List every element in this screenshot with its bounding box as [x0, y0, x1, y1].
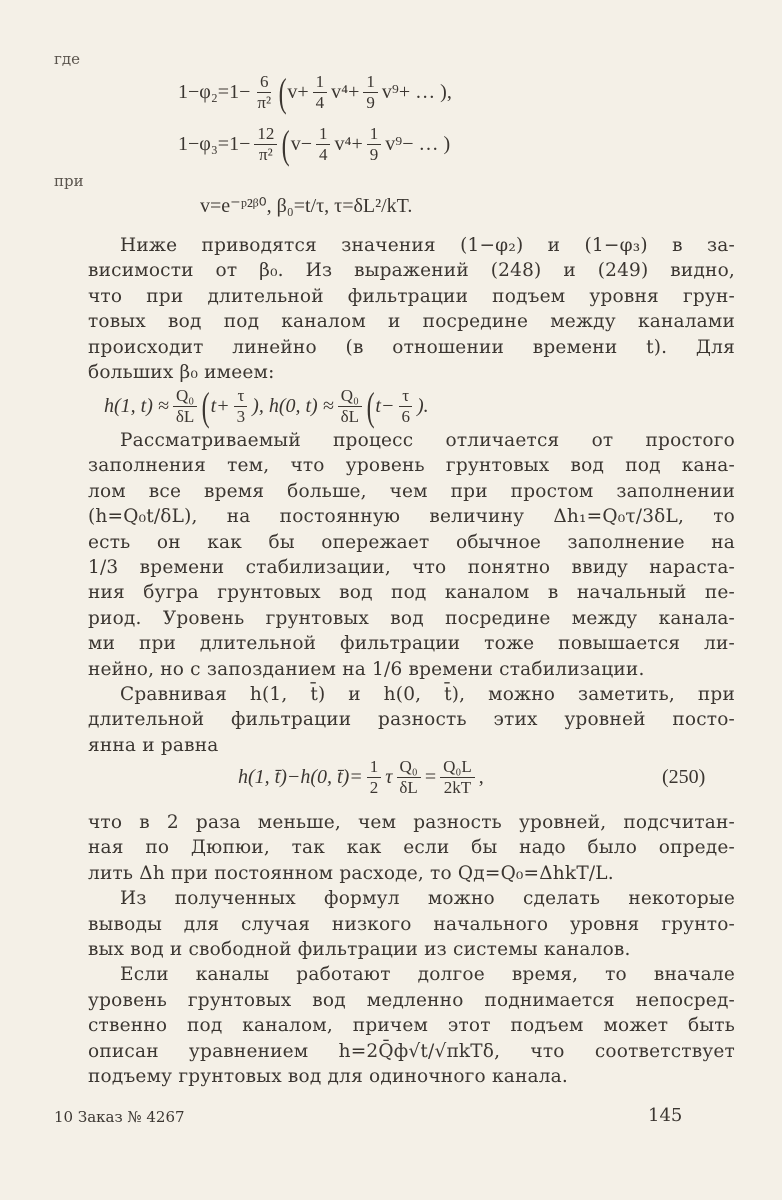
- fraction: [396, 757, 420, 798]
- text-line: лить Δh при постоянном расходе, то Qд=Q₀=ΔhkT/L.: [88, 862, 614, 884]
- text-line: есть он как бы опережает обычное заполнение на: [88, 531, 735, 553]
- text-line: больших β₀ имеем:: [88, 362, 275, 383]
- numerator: 1: [313, 72, 328, 93]
- denominator: 6: [401, 407, 410, 426]
- term: ), h(0, t) ≈: [252, 395, 334, 417]
- text-line: ми при длительной фильтрации тоже повышается ли-: [88, 633, 735, 655]
- formula-lhs: 1−φ₂=1−: [178, 81, 251, 103]
- denominator: 4: [315, 93, 325, 112]
- text-at: при: [54, 172, 84, 190]
- text-line: уровень грунтовых вод медленно поднимается непосред-: [88, 989, 735, 1011]
- text-line: описан уравнением h=2Q̄ф√t/√πkTδ, что соответствует: [88, 1040, 735, 1062]
- term: t−: [375, 395, 395, 417]
- term: =: [424, 766, 437, 788]
- term: h(1, t̄)−h(0, t̄)=: [238, 766, 363, 788]
- paren: (: [201, 383, 210, 429]
- term: v⁹− … ): [385, 133, 451, 155]
- text-line: ственно под каналом, причем этот подъем может быть: [88, 1015, 735, 1037]
- numerator: 12: [254, 124, 277, 145]
- numerator: Q₀: [173, 386, 197, 407]
- denominator: 9: [369, 145, 379, 164]
- numerator: 1: [367, 124, 382, 145]
- term: v−: [290, 133, 312, 155]
- term: h(1, t) ≈: [104, 395, 169, 417]
- text-line: нейно, но с запозданием на 1/6 времени стабилизации.: [88, 658, 645, 680]
- text-line: длительной фильтрации разность этих уровней посто-: [88, 709, 735, 731]
- fraction: [363, 72, 378, 113]
- formula-phi3: [178, 121, 451, 167]
- denominator: 4: [318, 145, 328, 164]
- denominator: δL: [175, 407, 195, 426]
- fraction: [234, 386, 249, 427]
- numerator: 1: [363, 72, 378, 93]
- text-line: Сравнивая h(1, t̄) и h(0, t̄), можно заметить, при: [120, 684, 735, 705]
- equation-number: [662, 766, 705, 789]
- footer-signature: 10 Заказ № 4267: [54, 1108, 185, 1126]
- text-line: риод. Уровень грунтовых вод посредине между канала-: [88, 607, 735, 629]
- formula-lhs: 1−φ₃=1−: [178, 133, 251, 155]
- fraction: [313, 72, 328, 113]
- text-line: лом все время больше, чем при простом заполнении: [88, 480, 735, 502]
- denominator: 2kT: [443, 778, 472, 797]
- denominator: π²: [257, 93, 272, 112]
- numerator: τ: [234, 386, 247, 407]
- denominator: π²: [259, 145, 273, 164]
- denominator: δL: [399, 778, 418, 797]
- text-line: выводы для случая низкого начального уровня грунто-: [88, 913, 735, 935]
- term: v⁴+: [331, 81, 360, 103]
- formula-h: [104, 383, 429, 429]
- formula-text: v=e⁻ᵖ²ᵝ⁰, β₀=t/τ, τ=δL²/kT.: [200, 195, 413, 217]
- text-line: заполнения тем, что уровень грунтовых вод под кана-: [88, 455, 735, 477]
- text-line: Если каналы работают долгое время, то вначале: [120, 964, 735, 986]
- text-line: ния бугра грунтовых вод под каналом в начальный пе-: [88, 582, 735, 604]
- text-where: где: [54, 50, 80, 68]
- formula-v: [200, 193, 412, 218]
- text-line: Из полученных формул можно сделать некоторые: [120, 888, 735, 910]
- paren: (: [278, 69, 287, 115]
- fraction: [338, 386, 362, 427]
- numerator: Q₀: [338, 386, 362, 407]
- page-number: 145: [648, 1105, 683, 1126]
- term: v+: [287, 81, 309, 103]
- denominator: 3: [236, 407, 246, 426]
- text-line: что в 2 раза меньше, чем разность уровней, подсчитан-: [88, 812, 735, 833]
- text-line: происходит линейно (в отношении времени t). Для: [88, 336, 735, 358]
- term: t+: [210, 395, 230, 417]
- term: ).: [416, 395, 429, 417]
- paren: (: [366, 383, 375, 429]
- numerator: 1: [316, 124, 331, 145]
- numerator: Q₀L: [440, 757, 475, 778]
- fraction: [254, 72, 274, 113]
- fraction: [173, 386, 197, 427]
- text-line: ная по Дюпюи, так как если бы надо было опреде-: [88, 837, 735, 859]
- fraction: [440, 757, 475, 798]
- denominator: 9: [366, 93, 375, 112]
- text-line: подъему грунтовых вод для одиночного канала.: [88, 1066, 568, 1087]
- fraction: [254, 124, 277, 165]
- denominator: 2: [369, 778, 379, 797]
- text-line: висимости от β₀. Из выражений (248) и (249) видно,: [88, 260, 735, 282]
- text-line: янна и равна: [88, 734, 219, 756]
- equation-number-text: (250): [662, 766, 706, 788]
- fraction: [367, 124, 382, 165]
- formula-phi2: [178, 69, 452, 115]
- term: v⁹+ … ),: [381, 81, 452, 103]
- term: v⁴+: [334, 133, 363, 155]
- text-line: вых вод и свободной фильтрации из системы каналов.: [88, 939, 631, 960]
- text-line: товых вод под каналом и посредине между каналами: [88, 311, 735, 333]
- text-line: что при длительной фильтрации подъем уровня грун-: [88, 285, 735, 307]
- text-line: (h=Q₀t/δL), на постоянную величину Δh₁=Q₀τ/3δL, то: [88, 506, 735, 528]
- denominator: δL: [340, 407, 360, 426]
- text-line: Ниже приводятся значения (1−φ₂) и (1−φ₃) в за-: [120, 235, 735, 256]
- term: τ: [385, 766, 393, 788]
- fraction: [367, 757, 382, 798]
- numerator: Q₀: [397, 757, 421, 778]
- paren: (: [282, 121, 291, 167]
- numerator: 1: [367, 757, 382, 778]
- numerator: τ: [399, 386, 412, 407]
- text-line: 1/3 времени стабилизации, что понятно ввиду нараста-: [88, 557, 735, 578]
- numerator: 6: [257, 72, 272, 93]
- fraction: [398, 386, 413, 427]
- formula-250: [238, 757, 484, 798]
- text-line: Рассматриваемый процесс отличается от простого: [120, 430, 735, 451]
- term: ,: [478, 766, 484, 788]
- fraction: [316, 124, 331, 165]
